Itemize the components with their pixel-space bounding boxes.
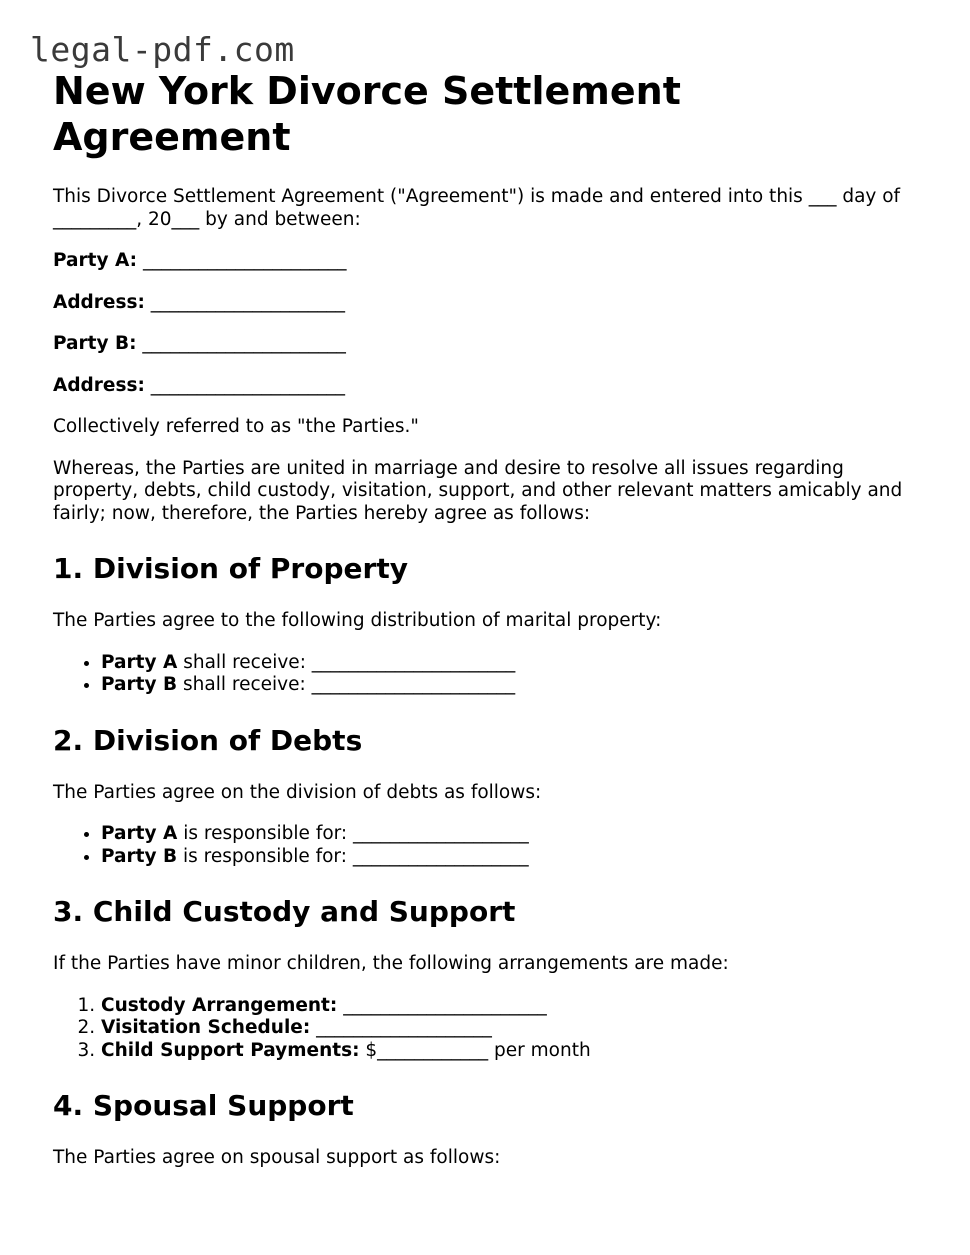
party-name: Party A: [101, 651, 178, 673]
party-b-label: Party B:: [53, 333, 137, 354]
list-item-text: is responsible for: ___________________: [177, 845, 529, 867]
list-item-text: ___________________: [310, 1017, 492, 1038]
party-b-address-field: [53, 375, 913, 398]
custody-heading: 3. Child Custody and Support: [53, 895, 516, 928]
custody-intro: If the Parties have minor children, the following arrangements are made:: [53, 953, 729, 974]
debts-intro: The Parties agree on the division of debts as follows:: [53, 781, 542, 803]
list-item: [101, 823, 913, 846]
document-body: [53, 68, 913, 1189]
party-a-address-field: [53, 292, 913, 315]
party-b-address-blank: _____________________: [150, 374, 346, 396]
party-name: Party B: [101, 845, 178, 867]
debts-heading: 2. Division of Debts: [53, 723, 363, 757]
item-label: Custody Arrangement:: [101, 994, 338, 1016]
list-item-text: ______________________: [337, 994, 547, 1016]
debts-list: [53, 823, 913, 868]
property-list: [53, 652, 913, 697]
party-a-address-label: Address:: [53, 291, 145, 313]
list-item-text: is responsible for: ___________________: [177, 823, 529, 844]
party-name: Party A: [101, 823, 178, 844]
property-intro: The Parties agree to the following distribution of marital property:: [53, 610, 662, 631]
list-item-text: $____________ per month: [359, 1039, 591, 1061]
party-a-field: [53, 250, 913, 273]
item-label: Child Support Payments:: [101, 1039, 360, 1061]
list-item: [101, 1017, 913, 1040]
collective-paragraph: Collectively referred to as "the Parties.": [53, 416, 419, 437]
watermark-logo: legal-pdf.com: [30, 30, 295, 69]
property-heading: 1. Division of Property: [53, 552, 408, 585]
list-item-text: shall receive: ______________________: [177, 651, 516, 673]
document-title: New York Divorce Settlement Agreement: [53, 69, 681, 159]
list-item: [101, 674, 913, 697]
party-a-blank: ______________________: [142, 250, 347, 271]
party-a-label: Party A:: [53, 250, 138, 271]
list-item: [101, 1040, 913, 1063]
list-item: [101, 846, 913, 869]
item-label: Visitation Schedule:: [101, 1017, 311, 1038]
party-name: Party B: [101, 674, 178, 695]
party-b-field: [53, 333, 913, 356]
party-b-address-label: Address:: [53, 374, 145, 396]
intro-paragraph: This Divorce Settlement Agreement ("Agreement") is made and entered into this ___ day of _________, 20___ by and between:: [53, 186, 901, 230]
spousal-heading: 4. Spousal Support: [53, 1089, 354, 1122]
list-item: [101, 652, 913, 675]
party-b-blank: ______________________: [142, 333, 346, 354]
list-item-text: shall receive: ______________________: [177, 674, 516, 695]
party-a-address-blank: _____________________: [150, 291, 346, 313]
whereas-paragraph: Whereas, the Parties are united in marriage and desire to resolve all issues regarding property, debts, child custody, visitation, support, and other relevant matters amicably and fairly; now, therefore, the Parties hereby agree as follows:: [53, 457, 903, 524]
spousal-intro: The Parties agree on spousal support as follows:: [53, 1147, 501, 1168]
list-item: [101, 995, 913, 1018]
custody-list: [53, 995, 913, 1063]
